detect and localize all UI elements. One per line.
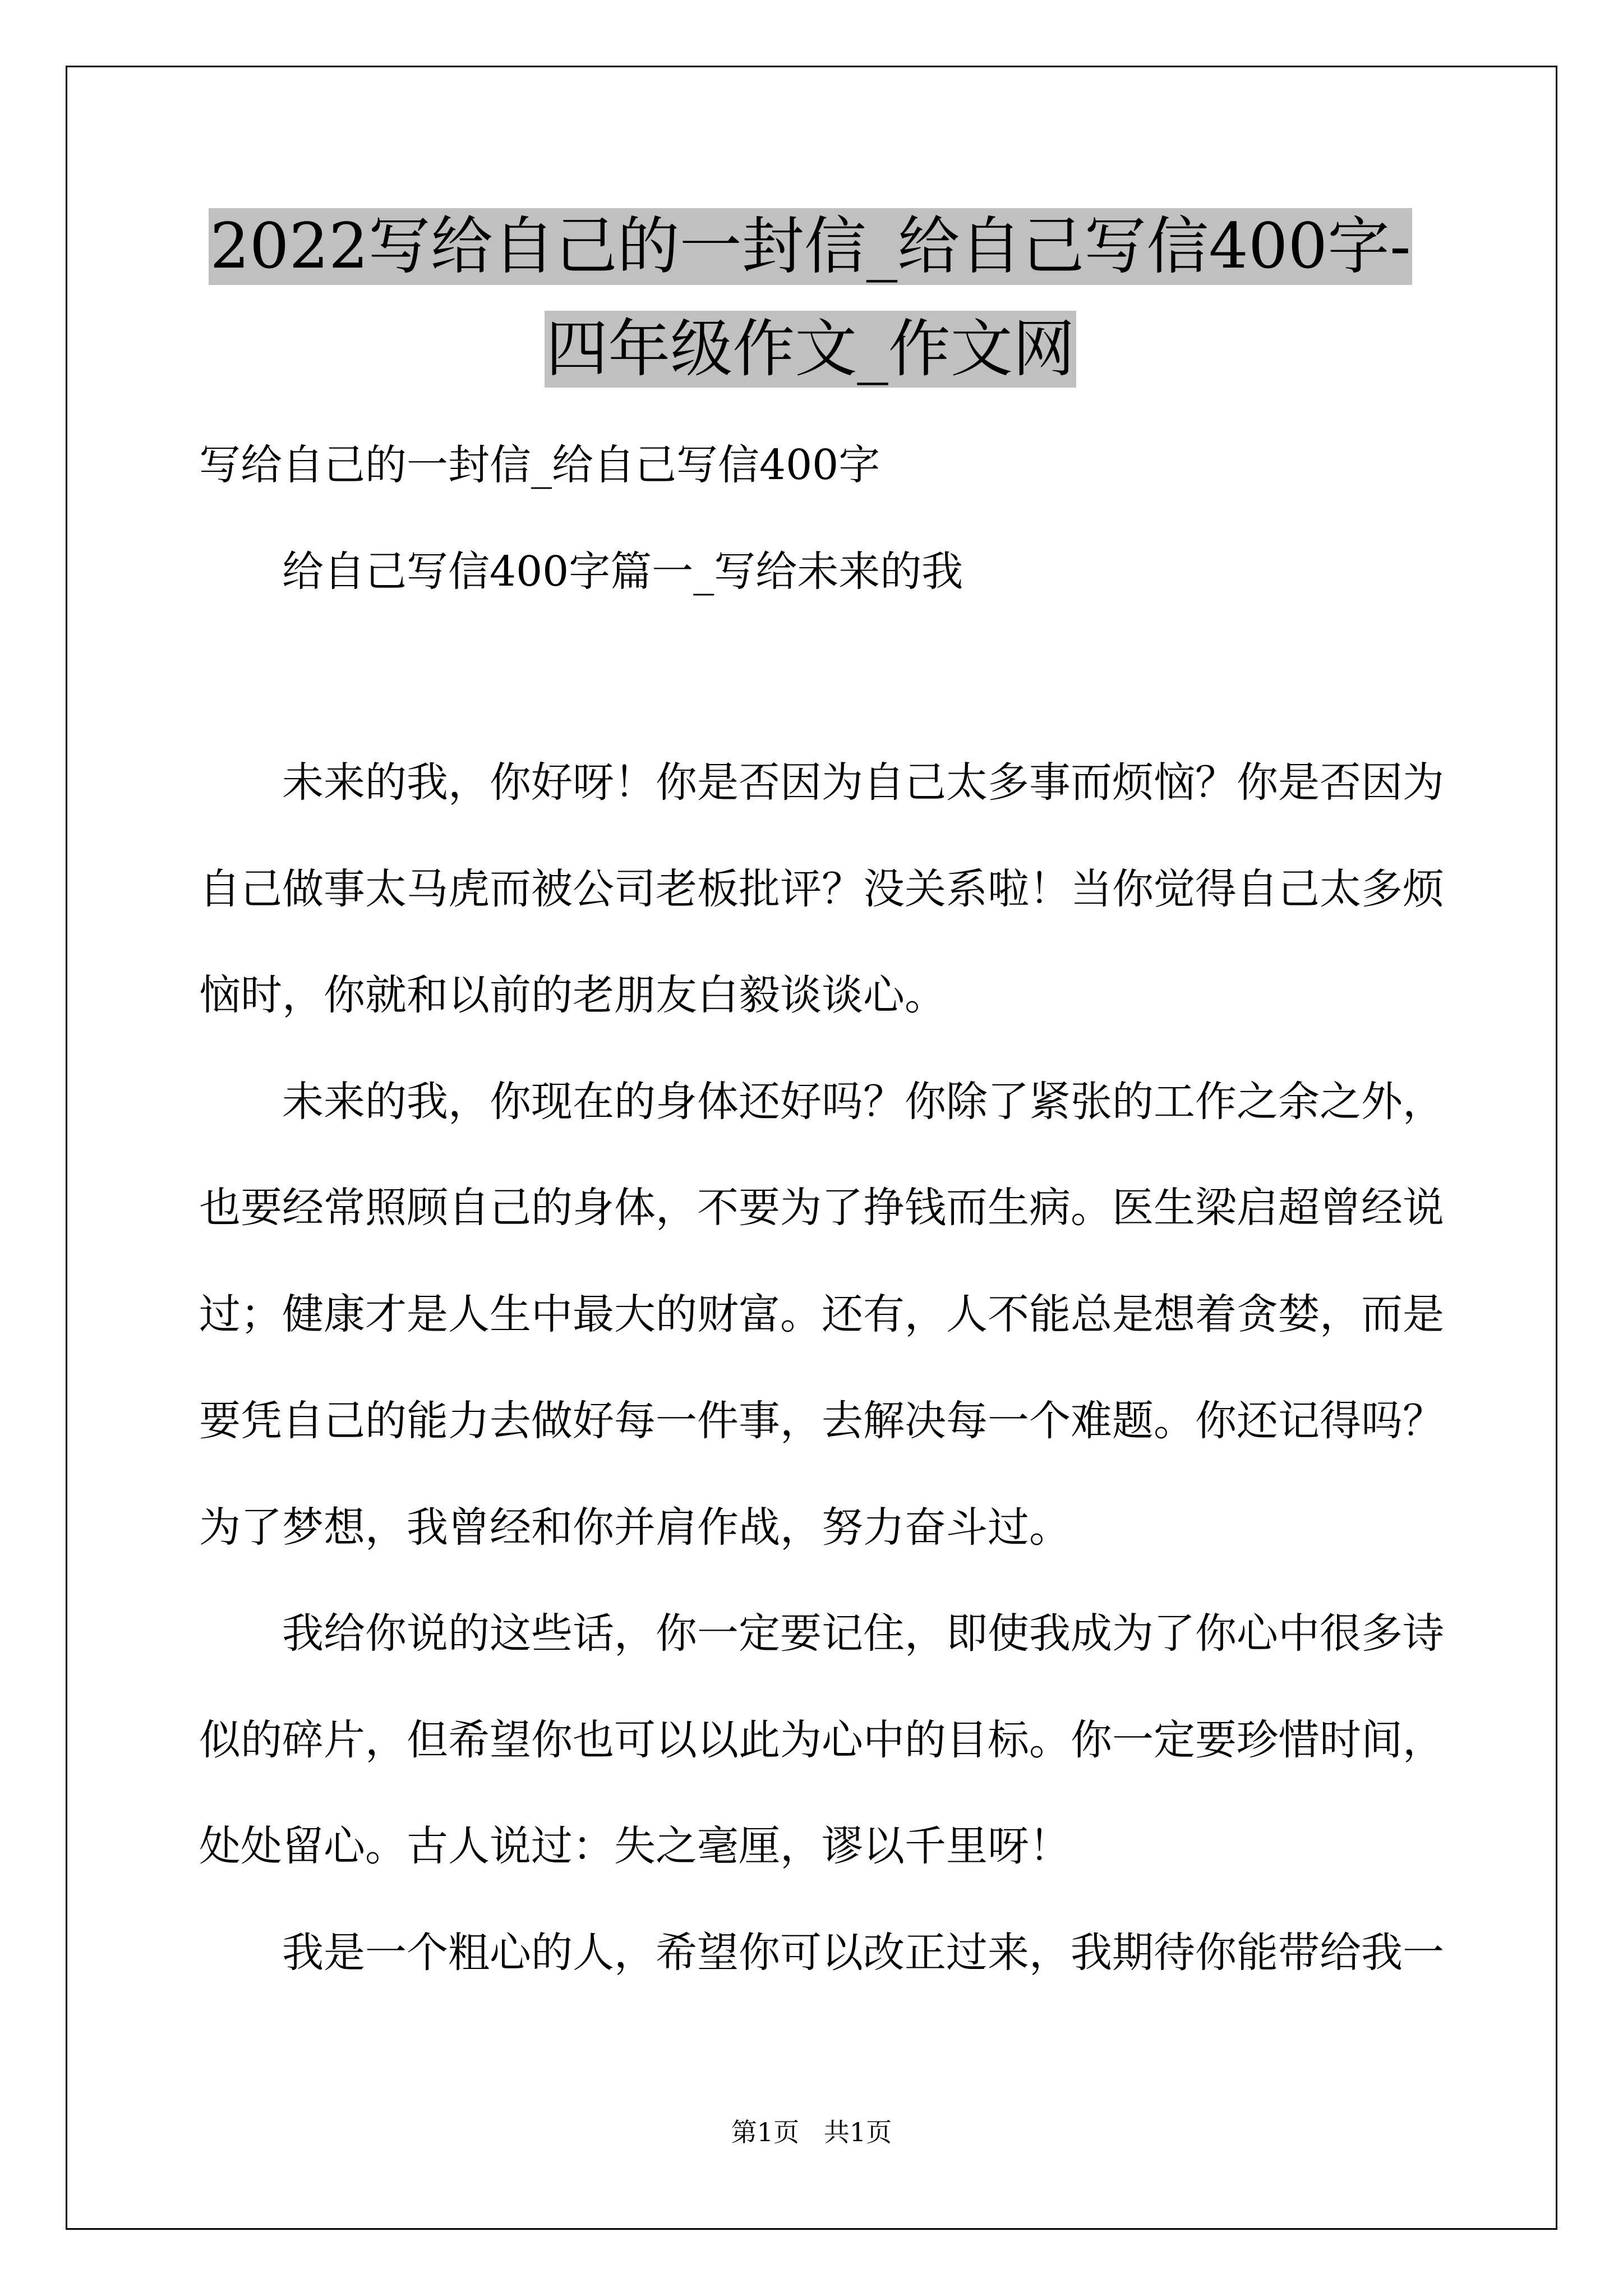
paragraph-line: 也要经常照顾自己的身体，不要为了挣钱而生病。医生梁启超曾经说 bbox=[199, 1184, 1444, 1232]
document-title-text: 2022写给自己的一封信_给自己写信400字-四年级作文_作文网 bbox=[209, 208, 1412, 388]
document-title bbox=[199, 195, 1422, 401]
paragraph-line: 为了梦想，我曾经和你并肩作战，努力奋斗过。 bbox=[199, 1503, 1071, 1552]
paragraph-line: 我是一个粗心的人，希望你可以改正过来，我期待你能带给我一 bbox=[282, 1929, 1444, 1977]
paragraph-line: 我给你说的这些话，你一定要记住，即使我成为了你心中很多诗 bbox=[282, 1609, 1444, 1658]
page-footer: 第1页 共1页 bbox=[731, 2117, 892, 2147]
paragraph-line: 未来的我，你好呀！你是否因为自己太多事而烦恼？你是否因为 bbox=[282, 758, 1444, 807]
paragraph-line: 过；健康才是人生中最大的财富。还有，人不能总是想着贪婪，而是 bbox=[199, 1290, 1444, 1338]
section-heading: 给自己写信400字篇一_写给未来的我 bbox=[282, 547, 963, 596]
paragraph-line: 处处留心。古人说过：失之毫厘，谬以千里呀！ bbox=[199, 1822, 1071, 1870]
paragraph-line: 要凭自己的能力去做好每一件事，去解决每一个难题。你还记得吗？ bbox=[199, 1397, 1444, 1445]
paragraph-line: 似的碎片，但希望你也可以以此为心中的目标。你一定要珍惜时间， bbox=[199, 1716, 1444, 1764]
document-subtitle: 写给自己的一封信_给自己写信400字 bbox=[199, 441, 880, 489]
paragraph-line: 未来的我，你现在的身体还好吗？你除了紧张的工作之余之外， bbox=[282, 1078, 1444, 1126]
paragraph-line: 自己做事太马虎而被公司老板批评？没关系啦！当你觉得自己太多烦 bbox=[199, 865, 1444, 913]
paragraph-line: 恼时，你就和以前的老朋友白毅谈谈心。 bbox=[199, 971, 946, 1019]
